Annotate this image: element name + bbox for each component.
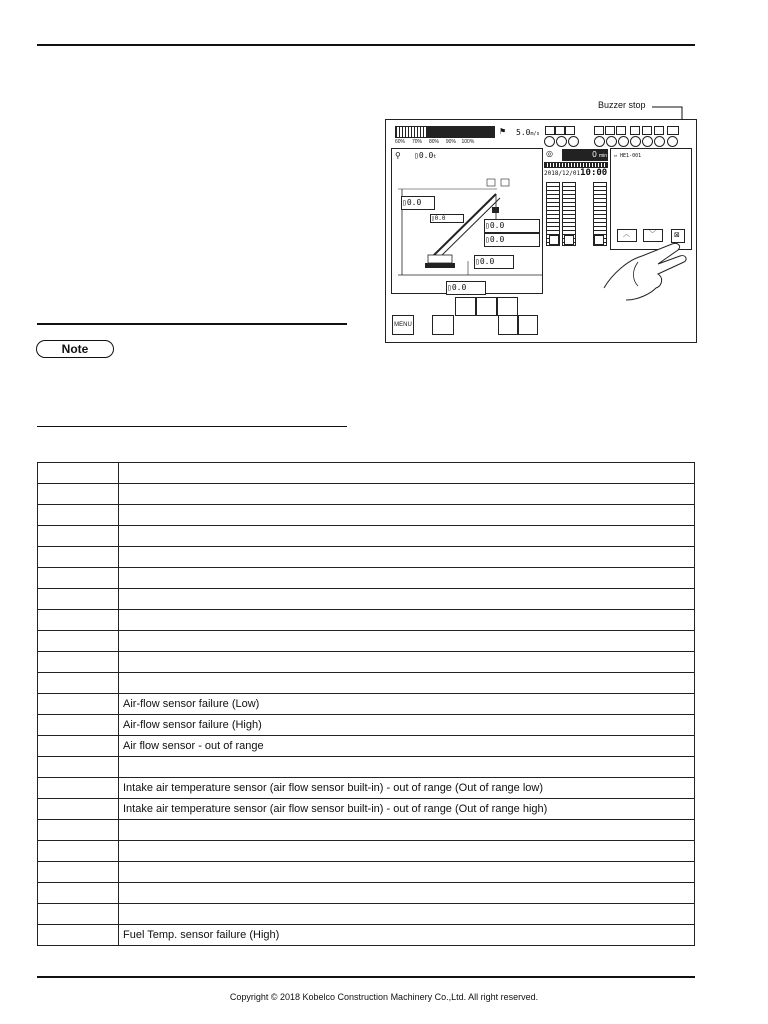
indicator-lamp-icon [544, 136, 555, 147]
status-icon [630, 126, 640, 135]
error-code-cell [38, 631, 119, 652]
status-icon [616, 126, 626, 135]
table-row [38, 757, 695, 778]
indicator-lamp-icon [606, 136, 617, 147]
engine-icon: ◎ [546, 149, 553, 158]
error-description-cell [119, 589, 695, 610]
error-description-cell [119, 505, 695, 526]
error-code-cell [38, 589, 119, 610]
table-row [38, 736, 695, 757]
menu-button[interactable]: MENU [392, 315, 414, 335]
error-description-cell [119, 673, 695, 694]
note-badge: Note [36, 340, 114, 358]
table-row [38, 904, 695, 925]
table-row [38, 526, 695, 547]
header-rule [37, 44, 695, 46]
mode-button-1[interactable] [455, 297, 476, 316]
indicator-lamp-icon [667, 136, 678, 147]
camera-button-2[interactable] [518, 315, 538, 335]
error-code-cell [38, 736, 119, 757]
status-icon [545, 126, 555, 135]
table-row [38, 820, 695, 841]
load-ratio-bar [395, 126, 495, 138]
error-code-cell [38, 862, 119, 883]
status-icon [654, 126, 664, 135]
wind-icon: ⚑ [499, 127, 507, 136]
table-row [38, 463, 695, 484]
error-code-cell [38, 505, 119, 526]
boom-angle-value: ▯0.0 [430, 214, 464, 223]
error-description-cell: Intake air temperature sensor (air flow sensor built-in) - out of range (Out of range low) [119, 778, 695, 799]
table-row [38, 778, 695, 799]
error-description-cell: Air-flow sensor failure (Low) [119, 694, 695, 715]
table-row [38, 862, 695, 883]
table-row [38, 589, 695, 610]
indicator-lamp-icon [568, 136, 579, 147]
table-row [38, 925, 695, 946]
error-description-cell [119, 862, 695, 883]
table-row [38, 610, 695, 631]
bottom-value: ▯0.0 [446, 281, 486, 295]
error-code-cell [38, 715, 119, 736]
status-icon [555, 126, 565, 135]
error-description-cell [119, 631, 695, 652]
wind-speed: 5.0m/s [516, 128, 540, 137]
error-description-cell [119, 841, 695, 862]
error-description-cell [119, 904, 695, 925]
error-description-cell: Fuel Temp. sensor failure (High) [119, 925, 695, 946]
indicator-lamp-icon [654, 136, 665, 147]
error-description-cell: Air flow sensor - out of range [119, 736, 695, 757]
error-description-cell: Intake air temperature sensor (air flow sensor built-in) - out of range (Out of range high) [119, 799, 695, 820]
error-description-cell [119, 547, 695, 568]
table-row [38, 841, 695, 862]
indicator-lamp-icon [630, 136, 641, 147]
table-row [38, 673, 695, 694]
table-row [38, 547, 695, 568]
lift-height-1: ▯0.0 [484, 219, 540, 233]
right-status-value: 0 min [562, 149, 608, 161]
indicator-lamp-icon [594, 136, 605, 147]
error-code-cell [38, 484, 119, 505]
indicator-lamp-icon [556, 136, 567, 147]
indicator-lamp-icon [642, 136, 653, 147]
table-row [38, 694, 695, 715]
error-code-cell [38, 694, 119, 715]
temp-icon [564, 235, 574, 245]
error-description-cell [119, 610, 695, 631]
table-row [38, 883, 695, 904]
left-radius-value: ▯0.0 [401, 196, 435, 210]
error-description-cell [119, 484, 695, 505]
note-top-rule [37, 323, 347, 325]
error-code-cell [38, 652, 119, 673]
hook-load: ▯0.0t [414, 151, 437, 160]
status-icon [667, 126, 679, 135]
error-code-cell [38, 547, 119, 568]
chevron-down-icon: ﹀ [649, 231, 656, 238]
error-code-cell [38, 799, 119, 820]
copyright-footer: Copyright © 2018 Kobelco Construction Machinery Co.,Ltd. All right reserved. [229, 992, 539, 1002]
error-code-cell [38, 778, 119, 799]
error-description-cell: Air-flow sensor failure (High) [119, 715, 695, 736]
table-row [38, 631, 695, 652]
hand-pointer-icon [598, 230, 694, 308]
status-icon [594, 126, 604, 135]
error-code-cell [38, 568, 119, 589]
error-code-cell [38, 610, 119, 631]
crane-diagram-panel [391, 148, 543, 294]
buzzer-mute-icon: ⊠ [674, 232, 680, 239]
table-row [38, 652, 695, 673]
function-button[interactable] [432, 315, 454, 335]
error-description-cell [119, 820, 695, 841]
error-code-cell [38, 757, 119, 778]
load-scale-labels: 60% 70% 80% 90% 100% [395, 139, 475, 145]
indicator-lamp-icon [618, 136, 629, 147]
error-code-cell [38, 526, 119, 547]
error-description-cell [119, 883, 695, 904]
error-code-cell [38, 820, 119, 841]
error-code-cell [38, 463, 119, 484]
error-code-cell [38, 673, 119, 694]
mode-button-2[interactable] [476, 297, 497, 316]
chevron-up-icon: ︿ [623, 231, 630, 238]
mode-button-3[interactable] [497, 297, 518, 316]
table-row [38, 505, 695, 526]
table-row [38, 799, 695, 820]
monitor-display-figure [385, 119, 697, 343]
table-row [38, 568, 695, 589]
error-code-cell [38, 904, 119, 925]
note-bottom-rule [37, 426, 347, 427]
fuel-icon [549, 235, 559, 245]
footer-rule [37, 976, 695, 978]
lift-height-2: ▯0.0 [484, 233, 540, 247]
status-icon [642, 126, 652, 135]
working-radius-value: ▯0.0 [474, 255, 514, 269]
error-description-cell [119, 568, 695, 589]
table-row [38, 484, 695, 505]
error-code-cell [38, 925, 119, 946]
camera-button-1[interactable] [498, 315, 518, 335]
error-description-cell [119, 526, 695, 547]
error-description-cell [119, 652, 695, 673]
error-description-cell [119, 757, 695, 778]
table-row [38, 715, 695, 736]
error-code-table [37, 462, 695, 946]
error-description-cell [119, 463, 695, 484]
error-code-cell [38, 841, 119, 862]
status-icon [605, 126, 615, 135]
status-icon [565, 126, 575, 135]
hook-icon: ⚲ [395, 151, 401, 160]
error-code: ▭ HE1-001 [614, 153, 642, 159]
error-code-cell [38, 883, 119, 904]
date-time: 2018/12/0110:00 [544, 168, 608, 178]
buzzer-stop-callout: Buzzer stop [598, 100, 646, 110]
